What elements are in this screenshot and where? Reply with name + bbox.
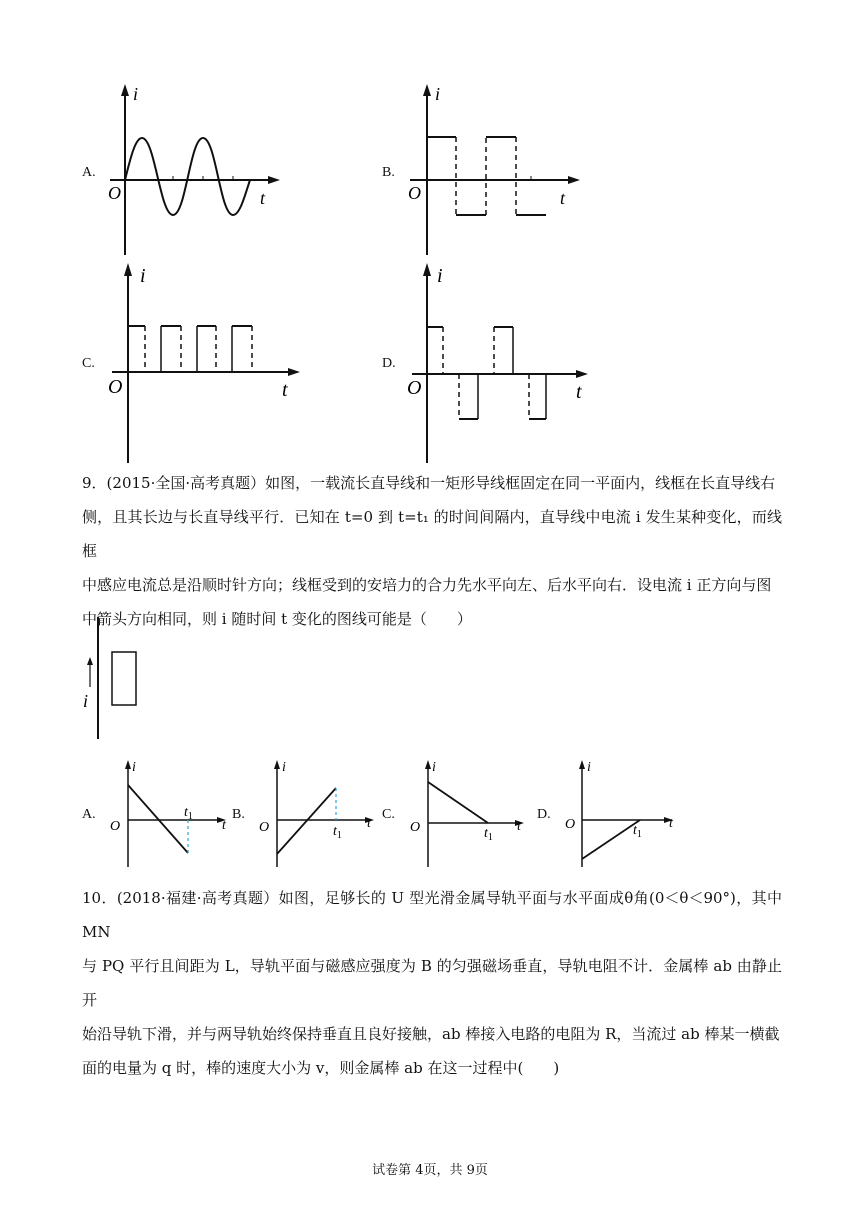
q9-graph-b xyxy=(250,757,390,872)
option-letter: B. xyxy=(232,807,245,822)
origin-label: O xyxy=(108,183,121,203)
q10-line: 面的电量为 q 时，棒的速度大小为 v，则金属棒 ab 在这一过程中( ) xyxy=(82,1059,560,1077)
axis-label-t: t xyxy=(260,188,266,208)
option-letter: D. xyxy=(382,356,396,371)
q8-graph-b xyxy=(400,80,590,265)
q9-line: 中箭头方向相同，则 i 随时间 t 变化的图线可能是（ ） xyxy=(82,610,472,628)
t1-label: $t_1$ xyxy=(333,824,342,841)
origin-label: O xyxy=(407,377,422,399)
option-letter: D. xyxy=(537,807,551,822)
axis-label-t: t xyxy=(282,379,288,401)
page-footer: 试卷第 4页，共 9页 xyxy=(372,1163,488,1178)
axis-label-i: i xyxy=(432,760,436,775)
q9-graph-c xyxy=(400,757,540,872)
axis-label-t: t xyxy=(517,819,521,834)
q8-graph-c xyxy=(100,258,310,468)
option-letter: A. xyxy=(82,807,96,822)
axis-label-i: i xyxy=(282,760,286,775)
q8-graph-a xyxy=(100,80,290,265)
axis-label-i: i xyxy=(435,84,441,104)
q9-line: 侧，且其长边与长直导线平行．已知在 t=0 到 t=t₁ 的时间间隔内，直导线中电流 i 发生某种变化，而线框 xyxy=(82,508,782,560)
axis-label-t: t xyxy=(367,816,371,831)
axis-label-i: i xyxy=(133,84,139,104)
q9-figure xyxy=(80,615,150,745)
axis-label-t: t xyxy=(669,816,673,831)
q10-stem xyxy=(82,881,782,1085)
axis-label-i: i xyxy=(140,265,146,287)
option-letter: B. xyxy=(382,165,395,180)
t1-label: $t_1$ xyxy=(633,823,642,840)
q9-line: 中感应电流总是沿顺时针方向；线框受到的安培力的合力先水平向左、后水平向右．设电流 i 正方向与图 xyxy=(82,576,772,594)
axis-label-i: i xyxy=(587,760,591,775)
origin-label: O xyxy=(565,817,576,832)
q9-stem xyxy=(82,466,782,636)
origin-label: O xyxy=(110,819,121,834)
axis-label-t: t xyxy=(576,381,582,403)
option-letter: C. xyxy=(382,807,395,822)
t1-label: $t_1$ xyxy=(484,826,493,843)
q10-line: 10．(2018·福建·高考真题）如图，足够长的 U 型光滑金属导轨平面与水平面成θ角(0＜θ＜90°)，其中 MN xyxy=(82,889,782,941)
t1-label: $t_1$ xyxy=(184,805,193,822)
axis-label-i: i xyxy=(132,760,136,775)
q9-line: 9．(2015·全国·高考真题）如图，一载流长直导线和一矩形导线框固定在同一平面内，线框在长直导线右 xyxy=(82,474,776,492)
figure-current-label: i xyxy=(83,691,89,711)
q10-line: 与 PQ 平行且间距为 L，导轨平面与磁感应强度为 B 的匀强磁场垂直，导轨电阻不计．金属棒 ab 由静止开 xyxy=(82,957,782,1009)
q10-line: 始沿导轨下滑，并与两导轨始终保持垂直且良好接触，ab 棒接入电路的电阻为 R，当流过 ab 棒某一横截 xyxy=(82,1025,780,1043)
origin-label: O xyxy=(259,820,270,835)
axis-label-t: t xyxy=(560,188,566,208)
q9-graph-d xyxy=(555,757,695,872)
q9-graph-a xyxy=(100,757,240,872)
origin-label: O xyxy=(410,820,421,835)
option-letter: A. xyxy=(82,165,96,180)
axis-label-i: i xyxy=(437,265,443,287)
option-letter: C. xyxy=(82,356,95,371)
origin-label: O xyxy=(108,376,123,398)
axis-label-t: t xyxy=(222,818,226,833)
q8-graph-d xyxy=(400,258,600,468)
origin-label: O xyxy=(408,183,421,203)
